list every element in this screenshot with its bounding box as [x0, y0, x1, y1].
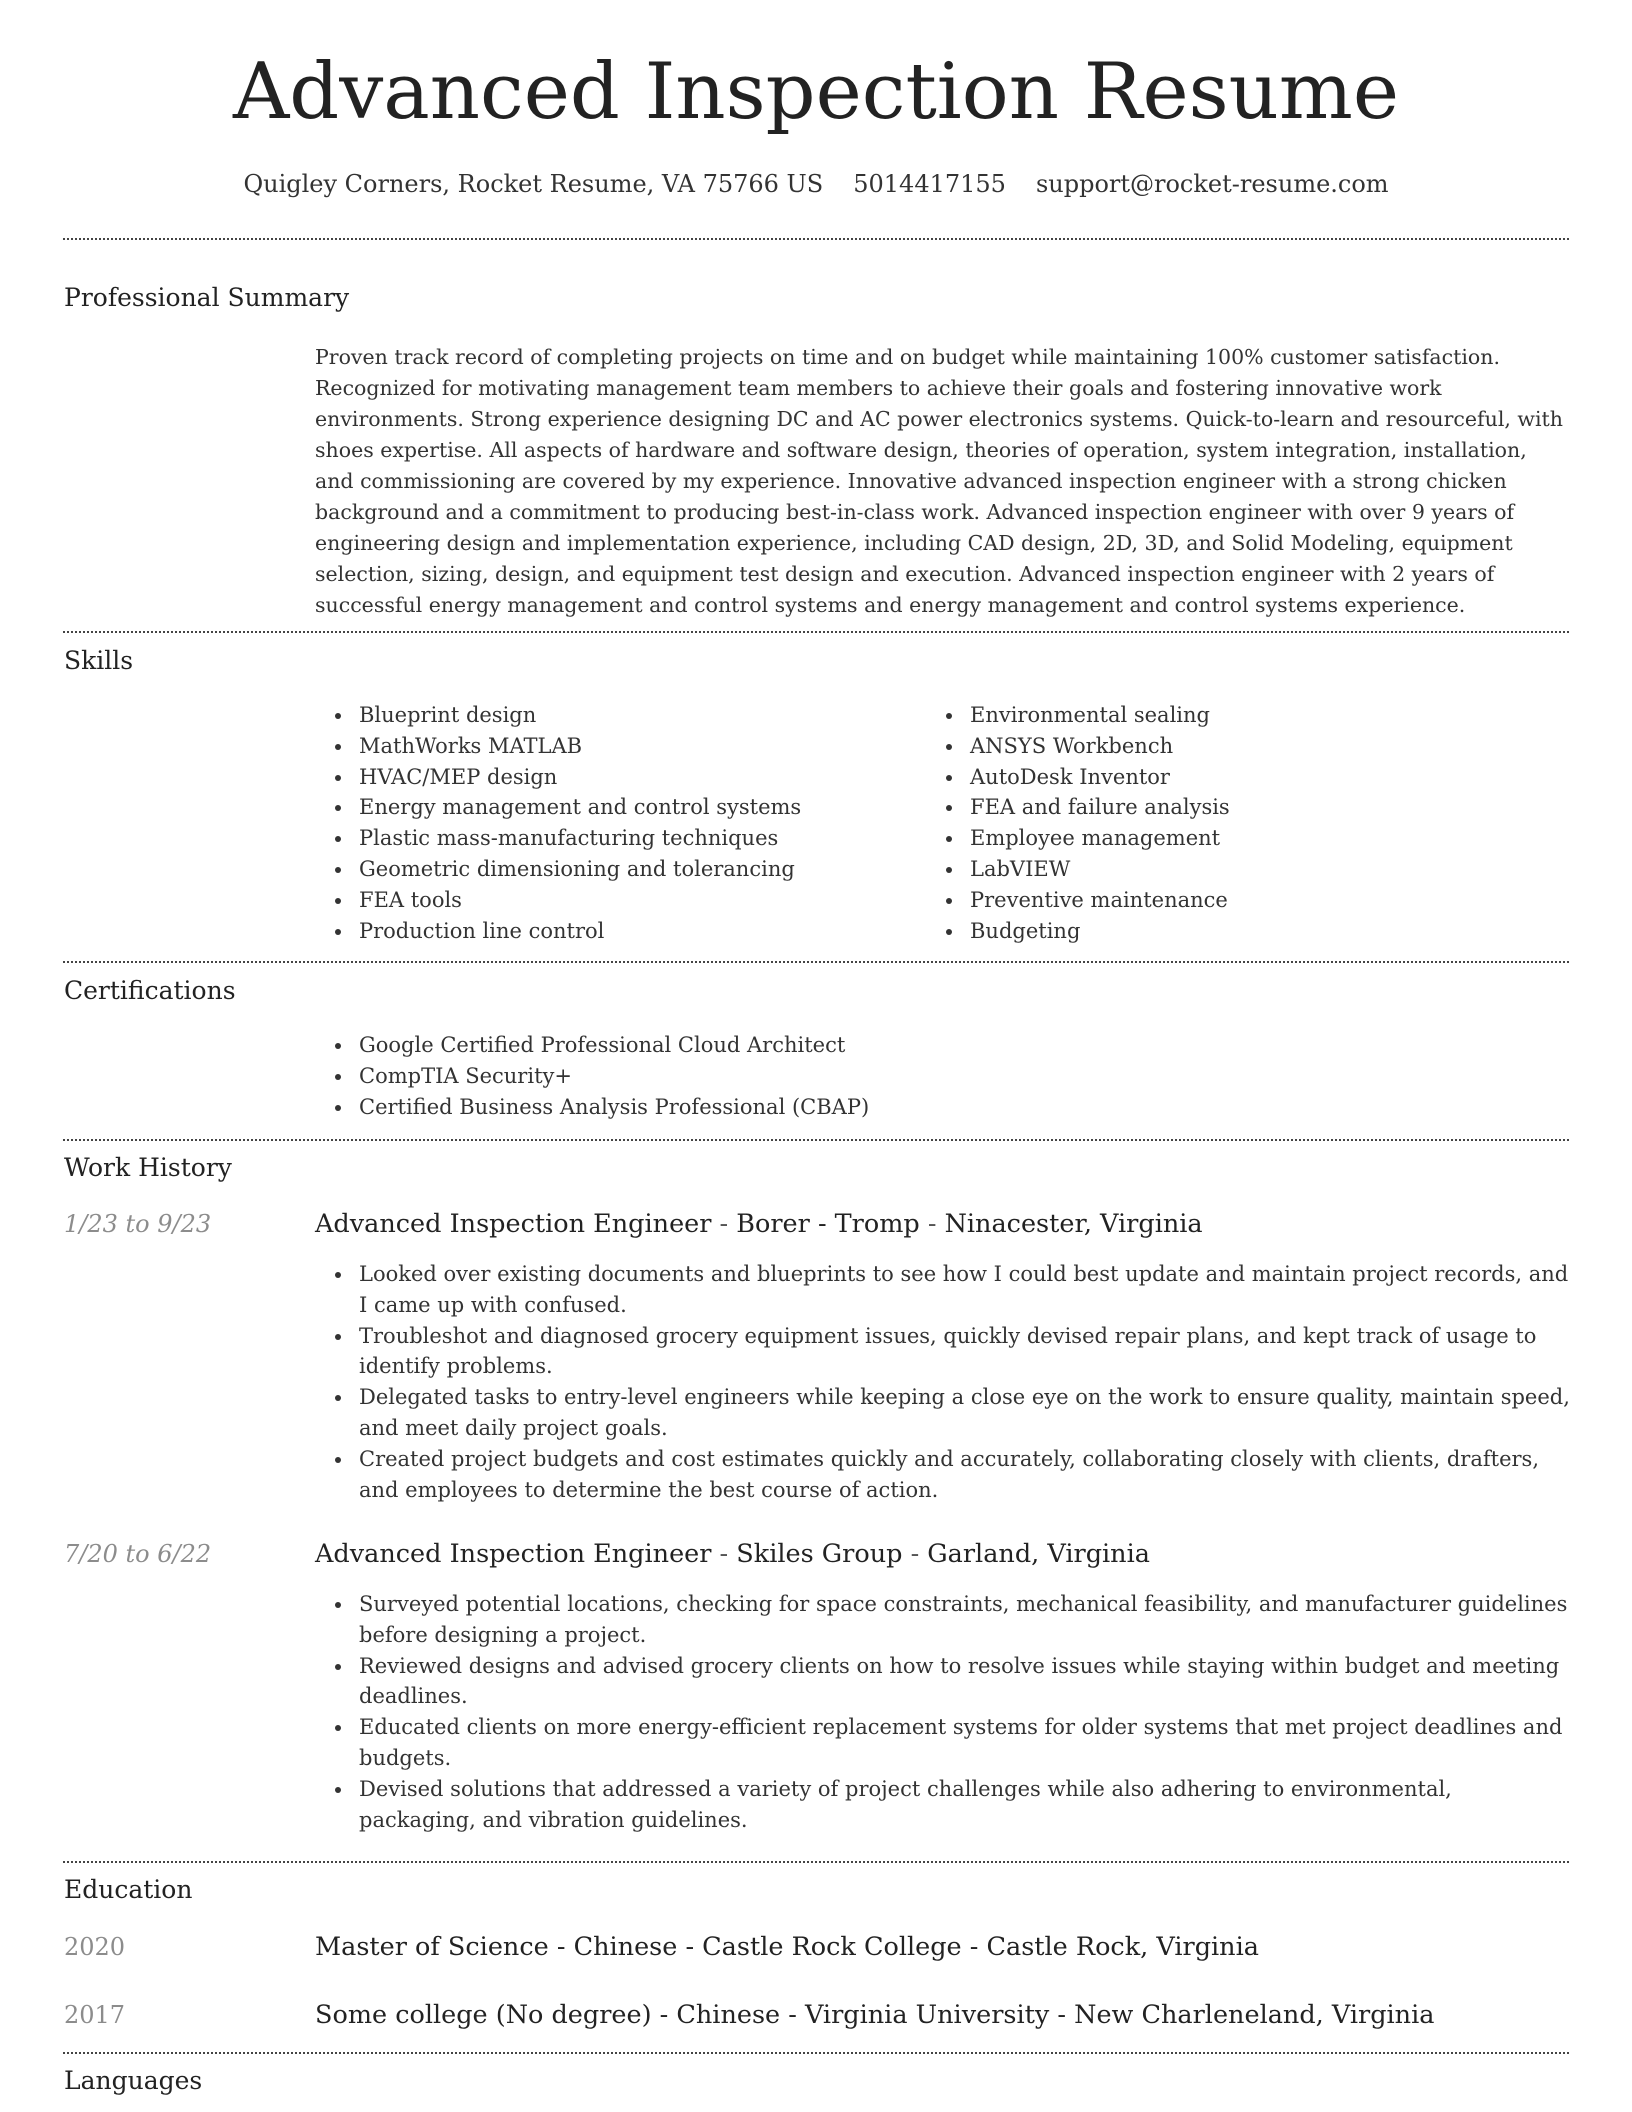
job-bullet: Troubleshot and diagnosed grocery equipment issues, quickly devised repair plans, and kept track of usage to identify problems.: [359, 1321, 1570, 1383]
divider: [63, 1139, 1569, 1141]
skill-item: Preventive maintenance: [970, 885, 1526, 916]
job-dates: 7/20 to 6/22: [64, 1540, 212, 1568]
job-company: Skiles Group: [736, 1539, 903, 1569]
divider: [63, 238, 1569, 240]
contact-address: Quigley Corners, Rocket Resume, VA 75766 US: [243, 170, 824, 198]
separator: -: [651, 2000, 677, 2030]
job-title: Advanced Inspection Engineer: [315, 1209, 712, 1239]
section-heading-skills: Skills: [64, 646, 134, 675]
education-school: Castle Rock College: [702, 1932, 962, 1962]
separator: -: [711, 1209, 737, 1239]
job-bullet: Educated clients on more energy-efficient replacement systems for older systems that met project deadlines and budgets.: [359, 1712, 1570, 1774]
job-heading: [315, 1209, 1203, 1240]
separator: -: [780, 2000, 805, 2030]
job-dates: 1/23 to 9/23: [64, 1210, 212, 1238]
certifications-list: [315, 1030, 1570, 1122]
job-bullet-list: [315, 1589, 1570, 1835]
separator: -: [677, 1932, 703, 1962]
contact-phone: 5014417155: [853, 170, 1006, 198]
skill-item: Production line control: [359, 916, 915, 947]
education-location: New Charleneland, Virginia: [1074, 2000, 1435, 2030]
skill-item: FEA tools: [359, 885, 915, 916]
skill-item: Employee management: [970, 823, 1526, 854]
education-entry: [315, 1932, 1259, 1963]
section-heading-education: Education: [64, 1875, 193, 1904]
divider: [63, 2052, 1569, 2054]
section-heading-certifications: Certifications: [64, 976, 236, 1005]
separator: -: [919, 1209, 945, 1239]
job-bullet: Surveyed potential locations, checking for space constraints, mechanical feasibility, and manufacturer guidelines before designing a project.: [359, 1589, 1570, 1651]
job-bullet: Delegated tasks to entry-level engineers while keeping a close eye on the work to ensure quality, maintain speed, and meet daily project goals.: [359, 1382, 1570, 1444]
divider: [63, 1861, 1569, 1863]
certification-item: CompTIA Security+: [359, 1061, 1570, 1092]
separator: -: [548, 1932, 574, 1962]
section-heading-languages: Languages: [64, 2066, 203, 2095]
separator: -: [711, 1539, 737, 1569]
education-school: Virginia University: [804, 2000, 1050, 2030]
education-location: Castle Rock, Virginia: [986, 1932, 1259, 1962]
separator: -: [1049, 2000, 1075, 2030]
job-bullet: Reviewed designs and advised grocery clients on how to resolve issues while staying within budget and meeting deadlines.: [359, 1651, 1570, 1713]
skill-item: Environmental sealing: [970, 700, 1526, 731]
job-bullet: Created project budgets and cost estimates quickly and accurately, collaborating closely with clients, drafters, and employees to determine the best course of action.: [359, 1444, 1570, 1506]
education-year: 2017: [64, 2001, 126, 2029]
resume-title: Advanced Inspection Resume: [232, 47, 1400, 137]
education-field: Chinese: [573, 1932, 678, 1962]
job-bullets-column: [315, 1259, 1570, 1505]
skill-item: Budgeting: [970, 916, 1526, 947]
skill-item: Plastic mass-manufacturing techniques: [359, 823, 915, 854]
job-location: Garland, Virginia: [927, 1539, 1150, 1569]
skill-item: Blueprint design: [359, 700, 915, 731]
contact-line: [0, 170, 1632, 199]
skill-item: ANSYS Workbench: [970, 731, 1526, 762]
skills-column-left: [315, 700, 915, 946]
job-title: Advanced Inspection Engineer: [315, 1539, 712, 1569]
skills-list-left: [315, 700, 915, 946]
summary-text: Proven track record of completing projects on time and on budget while maintaining 100% customer satisfaction. Recognized for motivating management team members to achieve their goals and fostering innovative work environments. Strong experience designing DC and AC power electronics systems. Quick-to-learn and resourceful, with shoes expertise. All aspects of hardware and software design, theories of operation, system integration, installation, and commissioning are covered by my experience. Innovative advanced inspection engineer with a strong chicken background and a commitment to producing best-in-class work. Advanced inspection engineer with over 9 years of engineering design and implementation experience, including CAD design, 2D, 3D, and Solid Modeling, equipment selection, sizing, design, and equipment test design and execution. Advanced inspection engineer with 2 years of successful energy management and control systems and energy management and control systems experience.: [315, 345, 1563, 617]
separator: -: [902, 1539, 928, 1569]
skill-item: AutoDesk Inventor: [970, 762, 1526, 793]
skills-list-right: [926, 700, 1526, 946]
skills-column-right: [926, 700, 1526, 946]
job-location: Ninacester, Virginia: [944, 1209, 1203, 1239]
job-bullet: Looked over existing documents and blueprints to see how I could best update and maintain project records, and I came up with confused.: [359, 1259, 1570, 1321]
education-year: 2020: [64, 1933, 126, 1961]
education-entry: [315, 2000, 1434, 2031]
education-field: Chinese: [676, 2000, 781, 2030]
skill-item: MathWorks MATLAB: [359, 731, 915, 762]
section-heading-summary: Professional Summary: [64, 283, 350, 312]
divider: [63, 631, 1569, 633]
section-heading-work-history: Work History: [64, 1153, 232, 1182]
certifications-column: [315, 1030, 1570, 1122]
job-bullet: Devised solutions that addressed a variety of project challenges while also adhering to environmental, packaging, and vibration guidelines.: [359, 1774, 1570, 1836]
job-bullets-column: [315, 1589, 1570, 1835]
skill-item: Geometric dimensioning and tolerancing: [359, 854, 915, 885]
certification-item: Google Certified Professional Cloud Architect: [359, 1030, 1570, 1061]
skill-item: FEA and failure analysis: [970, 792, 1526, 823]
skill-item: HVAC/MEP design: [359, 762, 915, 793]
job-heading: [315, 1539, 1150, 1570]
education-degree: Master of Science: [315, 1932, 549, 1962]
education-degree: Some college (No degree): [315, 2000, 652, 2030]
divider: [63, 961, 1569, 963]
skill-item: LabVIEW: [970, 854, 1526, 885]
contact-email: support@rocket-resume.com: [1035, 170, 1389, 198]
job-bullet-list: [315, 1259, 1570, 1505]
skill-item: Energy management and control systems: [359, 792, 915, 823]
separator: -: [961, 1932, 987, 1962]
job-company: Borer - Tromp: [736, 1209, 920, 1239]
certification-item: Certified Business Analysis Professional (CBAP): [359, 1092, 1570, 1123]
